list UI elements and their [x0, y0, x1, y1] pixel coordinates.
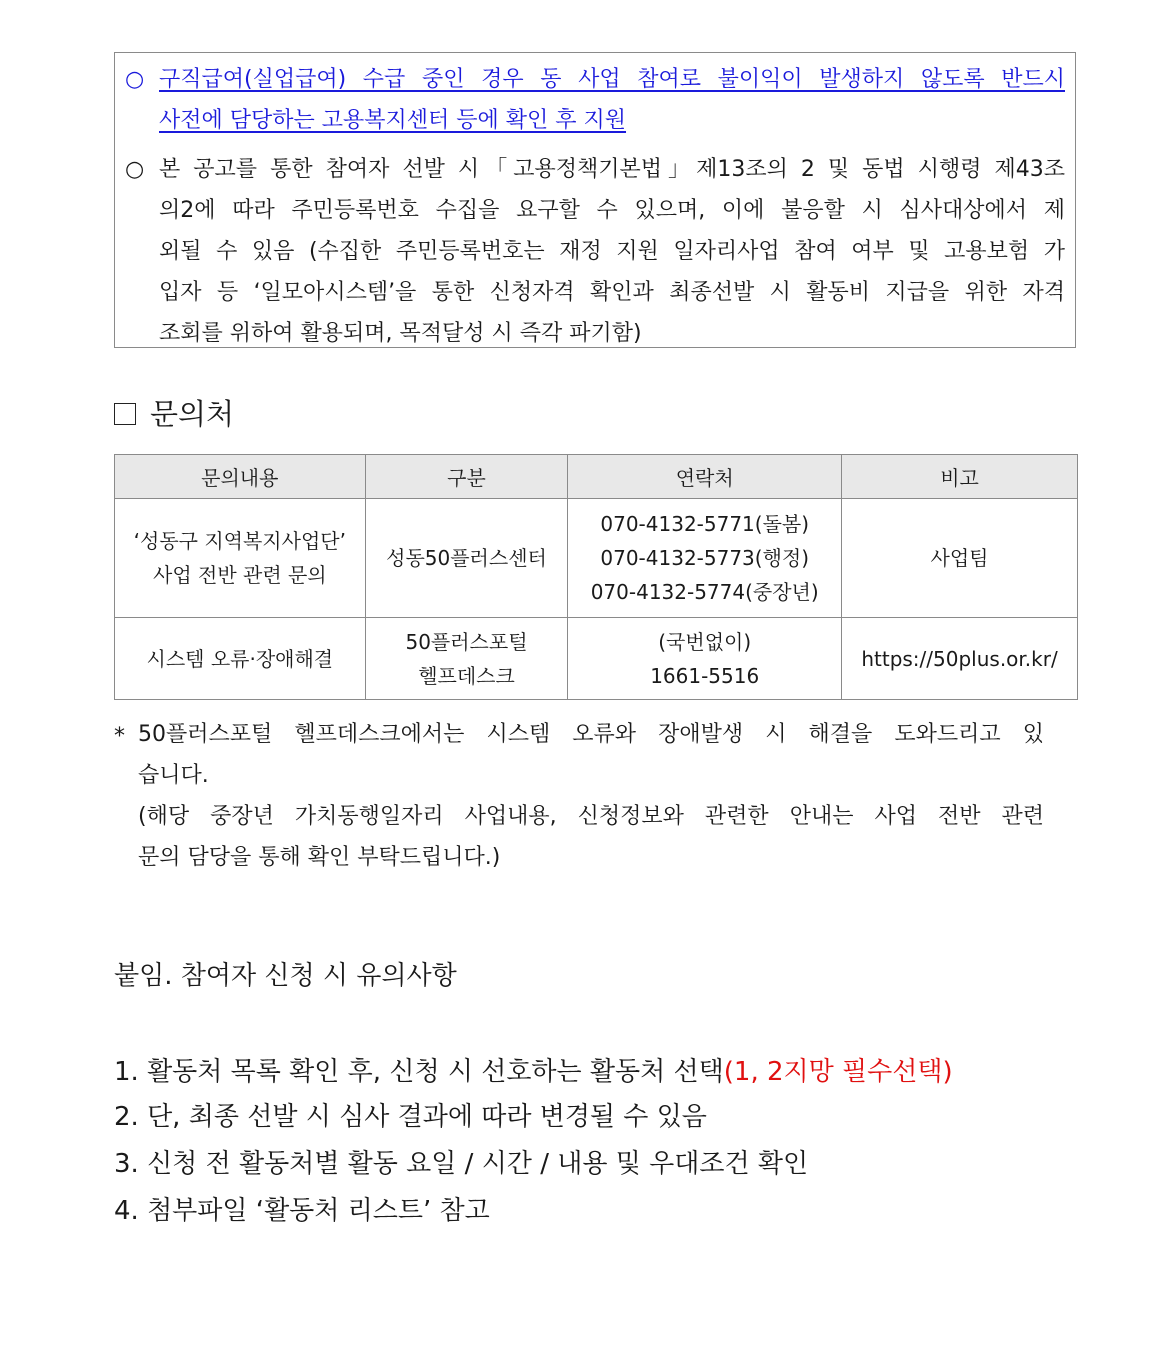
contact-table — [114, 454, 1078, 700]
list-item — [114, 1191, 490, 1231]
list-item — [114, 1097, 707, 1137]
cell-line: 사업 전반 관련 문의 — [153, 563, 327, 587]
asterisk-icon: * — [114, 724, 125, 749]
phone-number: 070-4132-5771(돌봄) — [600, 512, 810, 536]
square-bullet-icon — [114, 403, 136, 425]
cell-line: (국번없이) — [658, 629, 752, 654]
notice-line: 구직급여(실업급여) 수급 중인 경우 동 사업 참여로 불이익이 발생하지 않도록 반드시 — [159, 67, 1065, 92]
list-item-text: 2. 단, 최종 선발 시 심사 결과에 따라 변경될 수 있음 — [114, 1102, 707, 1132]
notice-unemployment-benefit — [125, 59, 1065, 141]
footnote — [114, 714, 1044, 878]
notice-resident-number — [125, 149, 1065, 354]
footnote-line: (해당 중장년 가치동행일자리 사업내용, 신청정보와 관련한 안내는 사업 전반 관련 — [138, 804, 1044, 829]
notice-line: 본 공고를 통한 참여자 선발 시「고용정책기본법」제13조의 2 및 동법 시행령 제43조 — [159, 157, 1065, 182]
cell-inquiry — [115, 618, 366, 700]
header-category: 구분 — [365, 455, 568, 499]
circle-bullet-icon: ○ — [125, 67, 145, 92]
table-header-row — [115, 455, 1078, 499]
cell-line: 헬프데스크 — [418, 663, 515, 688]
cell-line: 50플러스포털 — [405, 629, 528, 654]
notice-box — [114, 52, 1076, 348]
cell-line: ‘성동구 지역복지사업단’ — [133, 529, 346, 553]
cell-inquiry — [115, 499, 366, 618]
footnote-line: 문의 담당을 통해 확인 부탁드립니다.) — [138, 845, 501, 870]
attachment-title: 붙임. 참여자 신청 시 유의사항 — [114, 961, 457, 991]
required-highlight: (1, 2지망 필수선택) — [723, 1057, 953, 1087]
cell-line: 성동50플러스센터 — [386, 546, 547, 570]
phone-number: 070-4132-5773(행정) — [600, 546, 810, 570]
footnote-line: 습니다. — [138, 763, 209, 788]
cell-contact — [568, 618, 842, 700]
header-note: 비고 — [842, 455, 1078, 499]
section-title: 문의처 — [150, 397, 235, 431]
table-row — [115, 499, 1078, 618]
phone-number: 070-4132-5774(중장년) — [590, 580, 819, 604]
notice-line: 사전에 담당하는 고용복지센터 등에 확인 후 지원 — [159, 108, 627, 133]
cell-line: 시스템 오류·장애해결 — [146, 646, 334, 671]
notice-line: 의2에 따라 주민등록번호 수집을 요구할 수 있으며, 이에 불응할 시 심사대상에서 제 — [159, 198, 1065, 223]
section-heading-contact — [114, 394, 234, 434]
list-item — [114, 1052, 953, 1092]
notice-line: 입자 등 ‘일모아시스템’을 통한 신청자격 확인과 최종선발 시 활동비 지급을 위한 자격 — [159, 280, 1065, 305]
cell-line: 사업팀 — [930, 546, 989, 570]
phone-number: 1661-5516 — [650, 663, 760, 688]
cell-category — [365, 499, 568, 618]
cell-note — [842, 499, 1078, 618]
cell-category — [365, 618, 568, 700]
list-item-text: 4. 첨부파일 ‘활동처 리스트’ 참고 — [114, 1196, 490, 1226]
website-url: https://50plus.or.kr/ — [861, 646, 1058, 671]
cell-note — [842, 618, 1078, 700]
table-row — [115, 618, 1078, 700]
header-inquiry: 문의내용 — [115, 455, 366, 499]
list-item-text: 3. 신청 전 활동처별 활동 요일 / 시간 / 내용 및 우대조건 확인 — [114, 1149, 809, 1179]
circle-bullet-icon: ○ — [125, 157, 145, 182]
notice-line: 조회를 위하여 활용되며, 목적달성 시 즉각 파기함) — [159, 321, 642, 346]
list-item — [114, 1144, 808, 1184]
header-contact: 연락처 — [568, 455, 842, 499]
notice-line: 외될 수 있음 (수집한 주민등록번호는 재정 지원 일자리사업 참여 여부 및 고용보험 가 — [159, 239, 1065, 264]
list-item-text: 1. 활동처 목록 확인 후, 신청 시 선호하는 활동처 선택 — [114, 1057, 724, 1087]
footnote-line: 50플러스포털 헬프데스크에서는 시스템 오류와 장애발생 시 해결을 도와드리고 있 — [138, 722, 1044, 747]
cell-contact — [568, 499, 842, 618]
